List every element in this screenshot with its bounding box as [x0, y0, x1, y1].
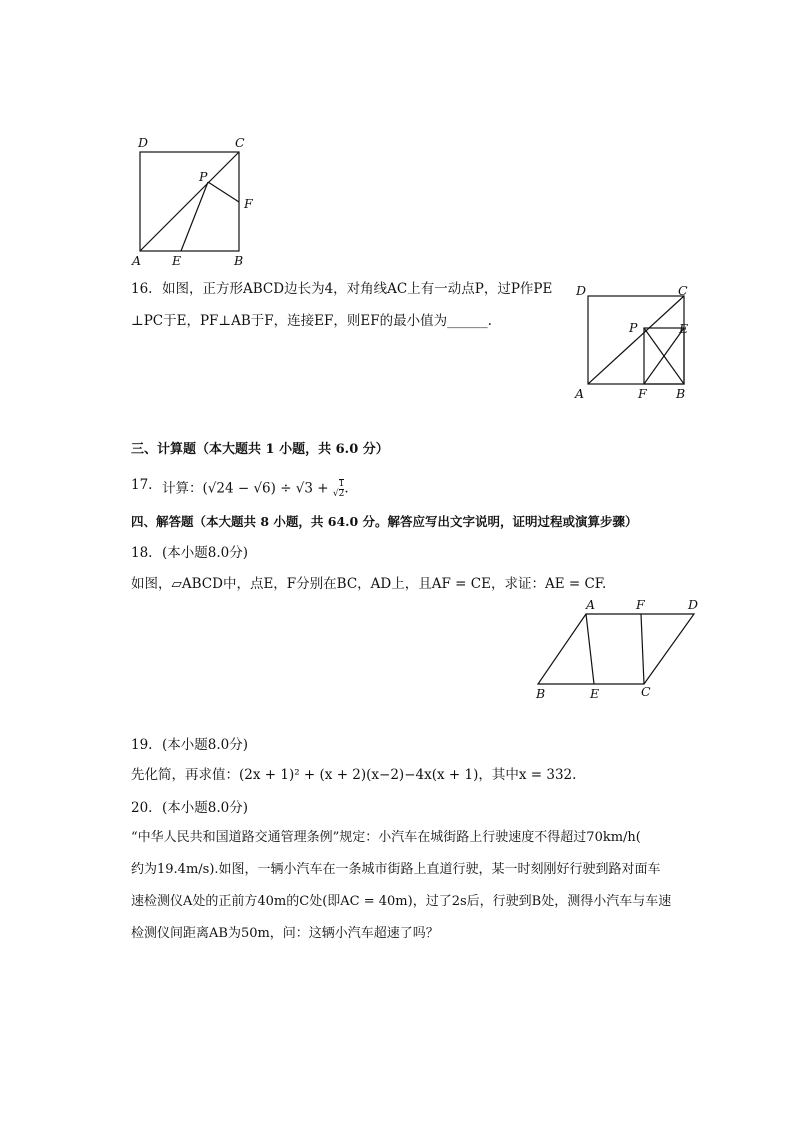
label-c: C [678, 283, 688, 298]
figure-q16-square [572, 282, 702, 404]
label-e: E [679, 321, 689, 336]
q16-line2: ⊥PC于E，PF⊥AB于F，连接EF，则EF的最小值为______. [131, 313, 492, 329]
label-f: F [636, 597, 645, 612]
label-p: P [629, 320, 638, 335]
q18-text: 如图，▱ABCD中，点E，F分别在BC，AD上，且AF = CE，求证：AE = CF. [131, 576, 607, 592]
q20-line3: 速检测仪A处的正前方40m的C处(即AC = 40m)，过了2s后，行驶到B处，测得小汽车与车速 [131, 894, 672, 909]
q17-suffix: . [344, 480, 349, 497]
label-e: E [172, 253, 182, 268]
label-b: B [234, 253, 244, 268]
q20-line2: 约为19.4m/s).如图，一辆小汽车在一条城市街路上直道行驶，某一时刻刚好行驶到路对面车 [131, 862, 661, 877]
diagonal-ac [140, 152, 239, 251]
q20-line4: 检测仪间距离AB为50m，问：这辆小汽车超速了吗？ [131, 926, 439, 941]
diagonal-ac [588, 296, 684, 384]
segment-fc [641, 614, 644, 684]
q17-frac-den: 2 [338, 489, 345, 499]
label-a: A [132, 253, 142, 268]
q19-text: 先化简，再求值：(2x + 1)² + (x + 2)(x−2)−4x(x + 1)，其中x = 332. [131, 767, 577, 783]
q20-line1: “中华人民共和国道路交通管理条例”规定：小汽车在城街路上行驶速度不得超过70km/h( [131, 830, 641, 845]
label-b: B [676, 386, 686, 401]
q17-number: 17. [131, 477, 153, 493]
q16-number: 16. [131, 281, 153, 297]
label-d: D [576, 283, 587, 298]
label-c: C [235, 135, 245, 150]
q17-sqrt-fraction: √ $\frac{1}{2}$ [332, 479, 345, 499]
label-d: D [688, 597, 699, 612]
q19-points: (本小题8.0分) [162, 737, 249, 753]
figure-top-square [128, 132, 268, 272]
label-a: A [575, 386, 585, 401]
section-3-heading: 三、计算题（本大题共 1 小题，共 6.0 分） [131, 442, 389, 457]
label-a: A [586, 597, 596, 612]
q20-points: (本小题8.0分) [162, 800, 249, 816]
label-e: E [590, 686, 600, 701]
figure-q18-parallelogram [530, 596, 710, 704]
q17-text: 计算：(√24 − √6) ÷ √3 + [162, 480, 333, 497]
label-p: P [199, 169, 208, 184]
q17-expression [162, 479, 349, 499]
label-f: F [638, 386, 647, 401]
label-b: B [536, 686, 546, 701]
label-f: F [244, 196, 253, 211]
parallelogram-abcd [538, 614, 694, 684]
label-c: C [641, 684, 651, 699]
q16-line1: 如图，正方形ABCD边长为4，对角线AC上有一动点P，过P作PE [162, 281, 553, 297]
q20-number: 20. [131, 800, 153, 816]
section-4-heading: 四、解答题（本大题共 8 小题，共 64.0 分。解答应写出文字说明，证明过程或演算步骤） [131, 514, 638, 529]
q18-points: (本小题8.0分) [162, 545, 249, 561]
segment-ae [586, 614, 594, 684]
label-d: D [138, 135, 149, 150]
q19-number: 19. [131, 737, 153, 753]
q17-frac-num: 1 [338, 479, 345, 489]
segment-pf [208, 182, 239, 202]
q18-number: 18. [131, 545, 153, 561]
segment-pe [181, 182, 208, 251]
